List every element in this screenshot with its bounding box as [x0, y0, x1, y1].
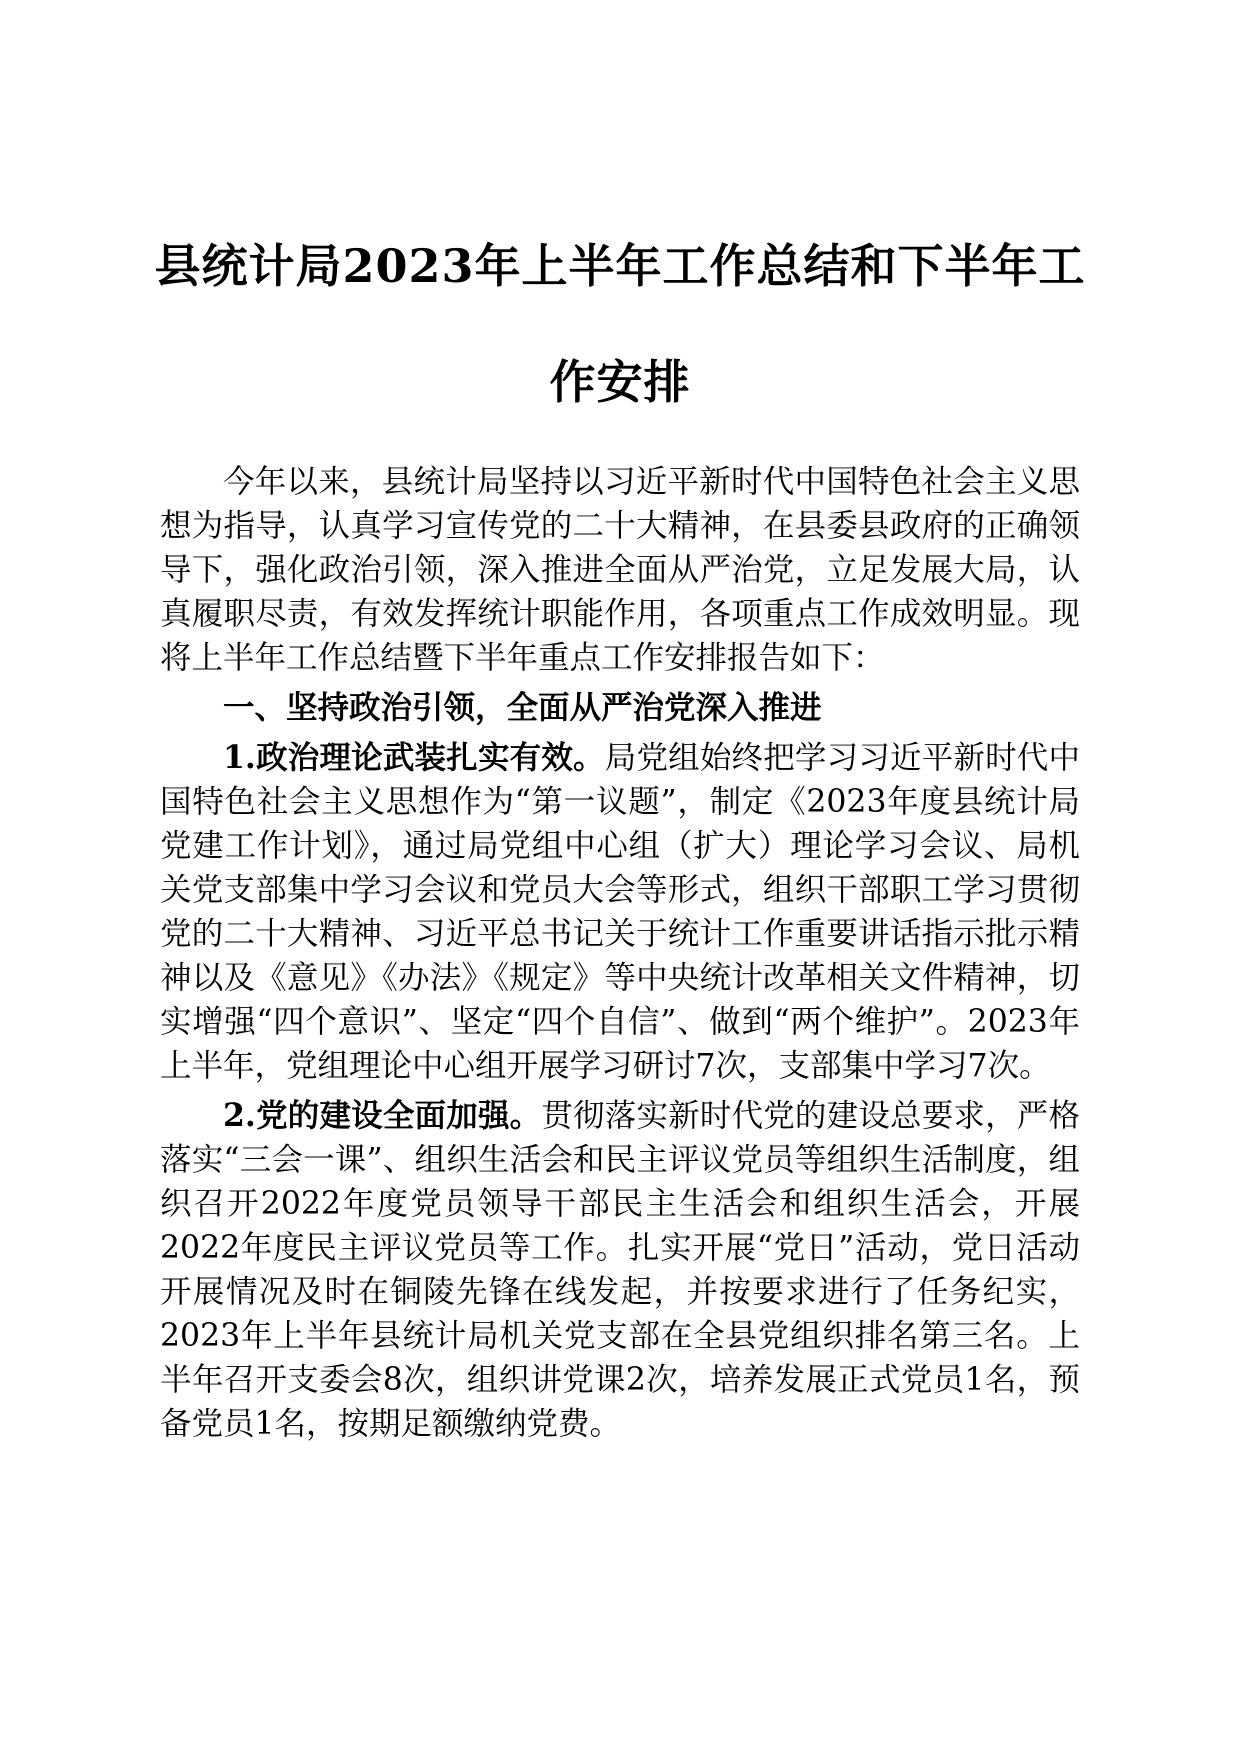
item-1-text: 局党组始终把学习习近平新时代中国特色社会主义思想作为“第一议题”，制定《2023年度县统计局党建工作计划》，通过局党组中心组（扩大）理论学习会议、局机关党支部集中学习会议和党员大会等形式，组织干部职工学习贯彻党的二十大精神、习近平总书记关于统计工作重要讲话指示批示精神以及《意见》《办法》《规定》等中央统计改革相关文件精神，切实增强“四个意识”、坚定“四个自信”、做到“两个维护”。2023年上半年，党组理论中心组开展学习研讨7次，支部集中学习7次。: [160, 740, 1080, 1084]
intro-paragraph: 今年以来，县统计局坚持以习近平新时代中国特色社会主义思想为指导，认真学习宣传党的二十大精神，在县委县政府的正确领导下，强化政治引领，深入推进全面从严治党，立足发展大局，认真履职尽责，有效发挥统计职能作用，各项重点工作成效明显。现将上半年工作总结暨下半年重点工作安排报告如下：: [160, 464, 1080, 676]
document-title-line-1: 县统计局2023年上半年工作总结和下半年工: [154, 239, 1086, 293]
item-2-lead: 2.党的建设全面加强。: [223, 1097, 542, 1134]
section-1-heading: 一、坚持政治引领，全面从严治党深入推进: [223, 689, 822, 726]
item-1-paragraph: [160, 736, 1080, 1088]
item-2-text: 贯彻落实新时代党的建设总要求，严格落实“三会一课”、组织生活会和民主评议党员等组织生活制度，组织召开2022年度党员领导干部民主生活会和组织生活会，开展2022年度民主评议党员等工作。扎实开展“党日”活动，党日活动开展情况及时在铜陵先锋在线发起，并按要求进行了任务纪实，2023年上半年县统计局机关党支部在全县党组织排名第三名。上半年召开支委会8次，组织讲党课2次，培养发展正式党员1名，预备党员1名，按期足额缴纳党费。: [160, 1098, 1080, 1442]
item-1-lead: 1.政治理论武装扎实有效。: [223, 739, 605, 776]
document-body: [160, 460, 1080, 1446]
item-2-paragraph: [160, 1094, 1080, 1446]
document-title-line-2: 作安排: [549, 355, 691, 409]
